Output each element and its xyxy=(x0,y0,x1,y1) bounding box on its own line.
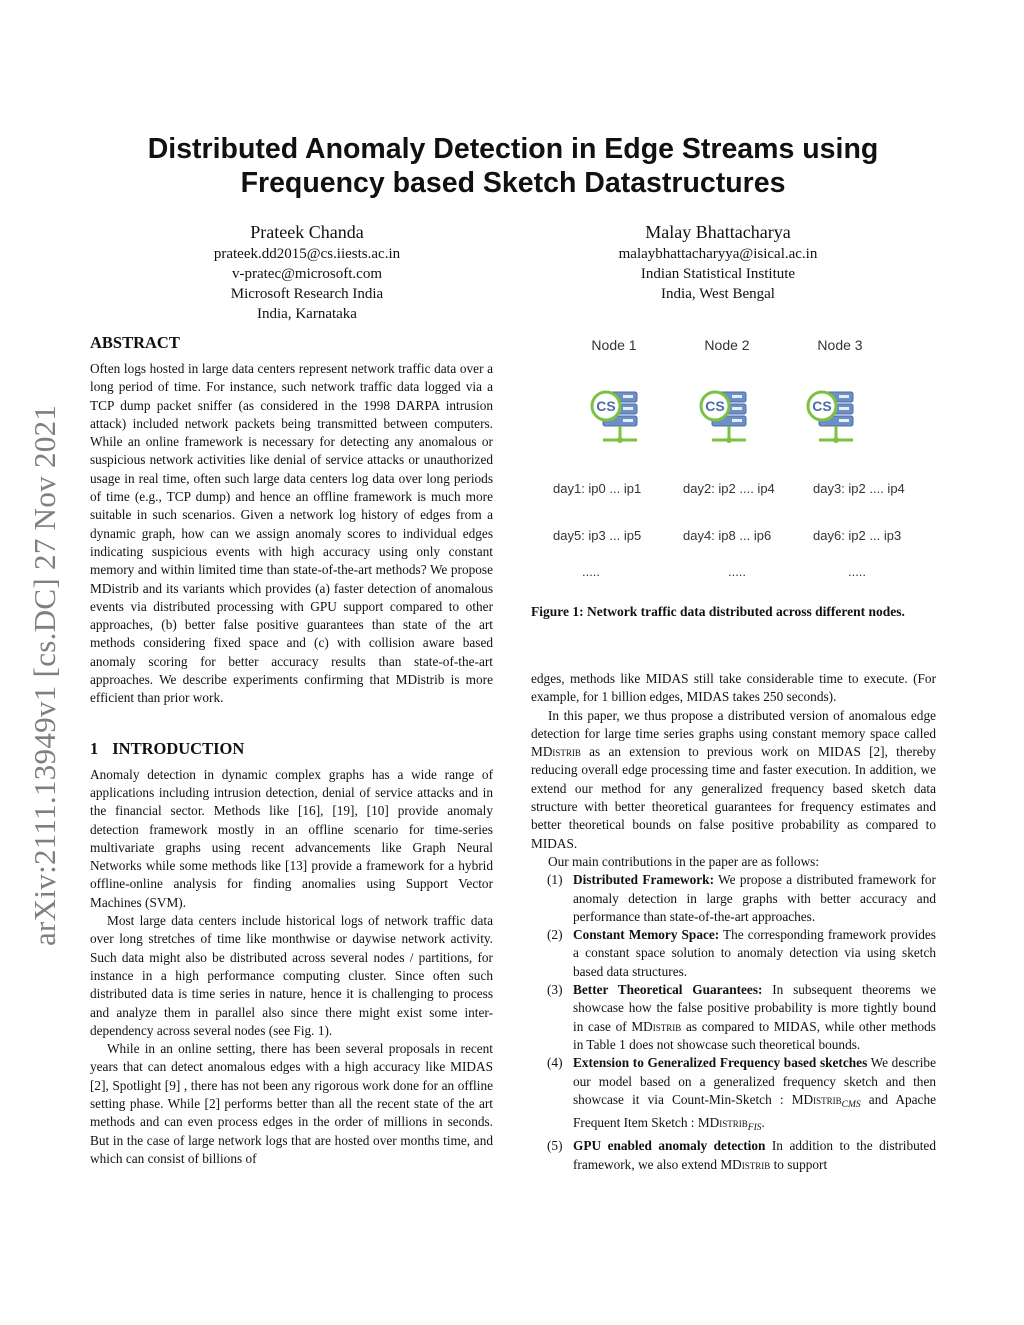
icon-label: CS xyxy=(812,398,832,414)
node1-ellipsis: ..... xyxy=(581,564,601,579)
abstract-text: Often logs hosted in large data centers represent network traffic data over a long period of time. For instance, such network traffic data logged via a TCP dump packet sniffer (as considered in the 1998 DARPA intrusion attack) included network packets being transmitted between computers. While an online framework is necessary for detecting any anomalous or suspicious network activities like denial of service attacks or unauthorized usage in real time, often such large data centers log data over long periods of time (e.g., TCP dump) and hence an offline framework is much more suitable in such scenarios. Given a network log history of edges from a dynamic graph, how can we assign anomaly scores to individual edges indicating suspicious events with high accuracy using only constant memory and within limited time than state-of-the-art methods? We propose MDistrib and its variants which provides (a) faster detection of anomalous events via distributed processing with GPU support compared to other approaches, (b) better false positive guarantees than state of the art methods considering fixed space and (c) with collision aware based anomaly scoring for better accuracy results than state-of-the-art approaches. We describe experiments confirming that MDistrib is more efficient than prior work. xyxy=(90,361,493,706)
node1-row2: day5: ip3 ... ip5 xyxy=(553,528,642,543)
author-email-2: v-pratec@microsoft.com xyxy=(231,266,382,282)
method-name: MDistrib xyxy=(531,744,581,760)
right-column xyxy=(531,670,936,1174)
right-paragraph-1: edges, methods like MIDAS still take considerable time to execute. (For example, for 1 billion edges, MIDAS takes 250 seconds). xyxy=(531,671,936,705)
server-icon xyxy=(701,392,746,443)
author-location: India, West Bengal xyxy=(661,286,775,302)
section-number: 1 xyxy=(90,738,99,758)
list-item: (4) Extension to Generalized Frequency based sketches We describe our model based on a generalized frequency sketch and then showcase it via Count-Min-Sketch : MDistrib$_{CMS}$ and Apache Frequent Item Sketch : MDistrib$_{FIS}$. xyxy=(547,1055,937,1134)
node2-row1: day2: ip2 .... ip4 xyxy=(683,481,775,496)
figure-caption: Figure 1: Network traffic data distributed across different nodes. xyxy=(531,604,905,619)
node1-row1: day1: ip0 ... ip1 xyxy=(553,481,642,496)
server-icon xyxy=(808,392,853,443)
server-icon xyxy=(592,392,637,443)
list-item: (2) Constant Memory Space: The corresponding framework provides a constant space solution to anomaly detection via using sketch based data structures. xyxy=(547,927,936,979)
node3-row2: day6: ip2 ... ip3 xyxy=(813,528,902,543)
right-paragraph-3: Our main contributions in the paper are as follows: xyxy=(548,853,820,869)
paper-title xyxy=(90,132,936,200)
node2-row2: day4: ip8 ... ip6 xyxy=(683,528,772,543)
author-block-2 xyxy=(588,220,848,304)
node-label-1: Node 1 xyxy=(591,337,637,353)
author-email: malaybhattacharyya@isical.ac.in xyxy=(618,246,818,262)
author-name: Malay Bhattacharya xyxy=(645,222,791,242)
node-label-3: Node 3 xyxy=(817,337,863,353)
intro-paragraph-2: Most large data centers include historical logs of network traffic data over long stretches of time like monthwise or daywise network activity. Such data might also be distributed across several nodes / partitions, for instance in a high performance computing cluster. Since often such distributed data is time series in nature, hence it is challenging to process and analyze them in parallel also since there might exist some inter-dependency across several nodes (see Fig. 1). xyxy=(90,913,493,1038)
author-block-1 xyxy=(182,220,432,324)
author-email-1: prateek.dd2015@cs.iiests.ac.in xyxy=(213,246,401,262)
intro-paragraph-3: While in an online setting, there has been several proposals in recent years that can detect anomalous edges with a high accuracy like MIDAS [2], Spotlight [9] , there has not been any rigorous work done for an offline setting phase. While [2] performs better than all the recent state of the art methods and can even process edges in the order of millions in seconds. But in the case of large network logs that are hosted over months time, and which can consist of billions of xyxy=(90,1041,493,1166)
icon-label: CS xyxy=(705,398,725,414)
author-affiliation: Indian Statistical Institute xyxy=(640,266,796,282)
node3-row1: day3: ip2 .... ip4 xyxy=(813,481,905,496)
right-paragraph-2: In this paper, we thus propose a distributed version of anomalous edge detection for large time series graphs using constant memory space called MDistrib as an extension to previous work on MIDAS [2], thereby reducing overall edge processing time and faster execution. In addition, we extend our method for any generalized frequency based sketch data structure with better theoretical guarantees for frequency estimates and better theoretical bounds on false positive probability as compared to MIDAS. xyxy=(531,707,936,851)
list-item: (5) GPU enabled anomaly detection In addition to the distributed framework, we also extend MDistrib to support xyxy=(547,1138,936,1172)
icon-label: CS xyxy=(596,398,616,414)
abstract-heading: ABSTRACT xyxy=(90,333,180,352)
list-item: (3) Better Theoretical Guarantees: In subsequent theorems we showcase how the false positive probability is more tightly bound in case of MDistrib as compared to MIDAS, while other methods in Table 1 does not showcase such theoretical bounds. xyxy=(547,982,936,1052)
list-item: (1) Distributed Framework: We propose a distributed framework for anomaly detection in large graphs with better accuracy and performance than state-of-the-art approaches. xyxy=(547,872,936,924)
network-figure xyxy=(531,330,936,590)
node2-ellipsis: ..... xyxy=(727,564,747,579)
figure-1 xyxy=(531,330,936,590)
node-label-2: Node 2 xyxy=(704,337,750,353)
author-location: India, Karnataka xyxy=(257,306,357,322)
contributions-list xyxy=(531,871,936,1174)
left-column xyxy=(90,332,493,1168)
author-name: Prateek Chanda xyxy=(250,222,364,242)
section-title: INTRODUCTION xyxy=(112,738,245,758)
title-line-2: Frequency based Sketch Datastructures xyxy=(240,167,786,199)
intro-paragraph-1: Anomaly detection in dynamic complex graphs has a wide range of applications including intrusion detection, denial of service attacks and in the financial sector. Methods like [16], [19], [10] provide anomaly detection framework mostly in an offline scenario for time-series multivariate graphs using recent advancements like Graph Neural Networks while some methods like [13] provide a framework for a hybrid offline-online analysis for finding anomalies using Support Vector Machines (SVM). xyxy=(90,766,493,910)
node3-ellipsis: ..... xyxy=(847,564,867,579)
introduction-heading xyxy=(90,738,493,760)
author-affiliation: Microsoft Research India xyxy=(230,286,384,302)
title-line-1: Distributed Anomaly Detection in Edge Streams using xyxy=(147,133,879,165)
arxiv-stamp: arXiv:2111.13949v1 [cs.DC] 27 Nov 2021 xyxy=(27,404,62,946)
